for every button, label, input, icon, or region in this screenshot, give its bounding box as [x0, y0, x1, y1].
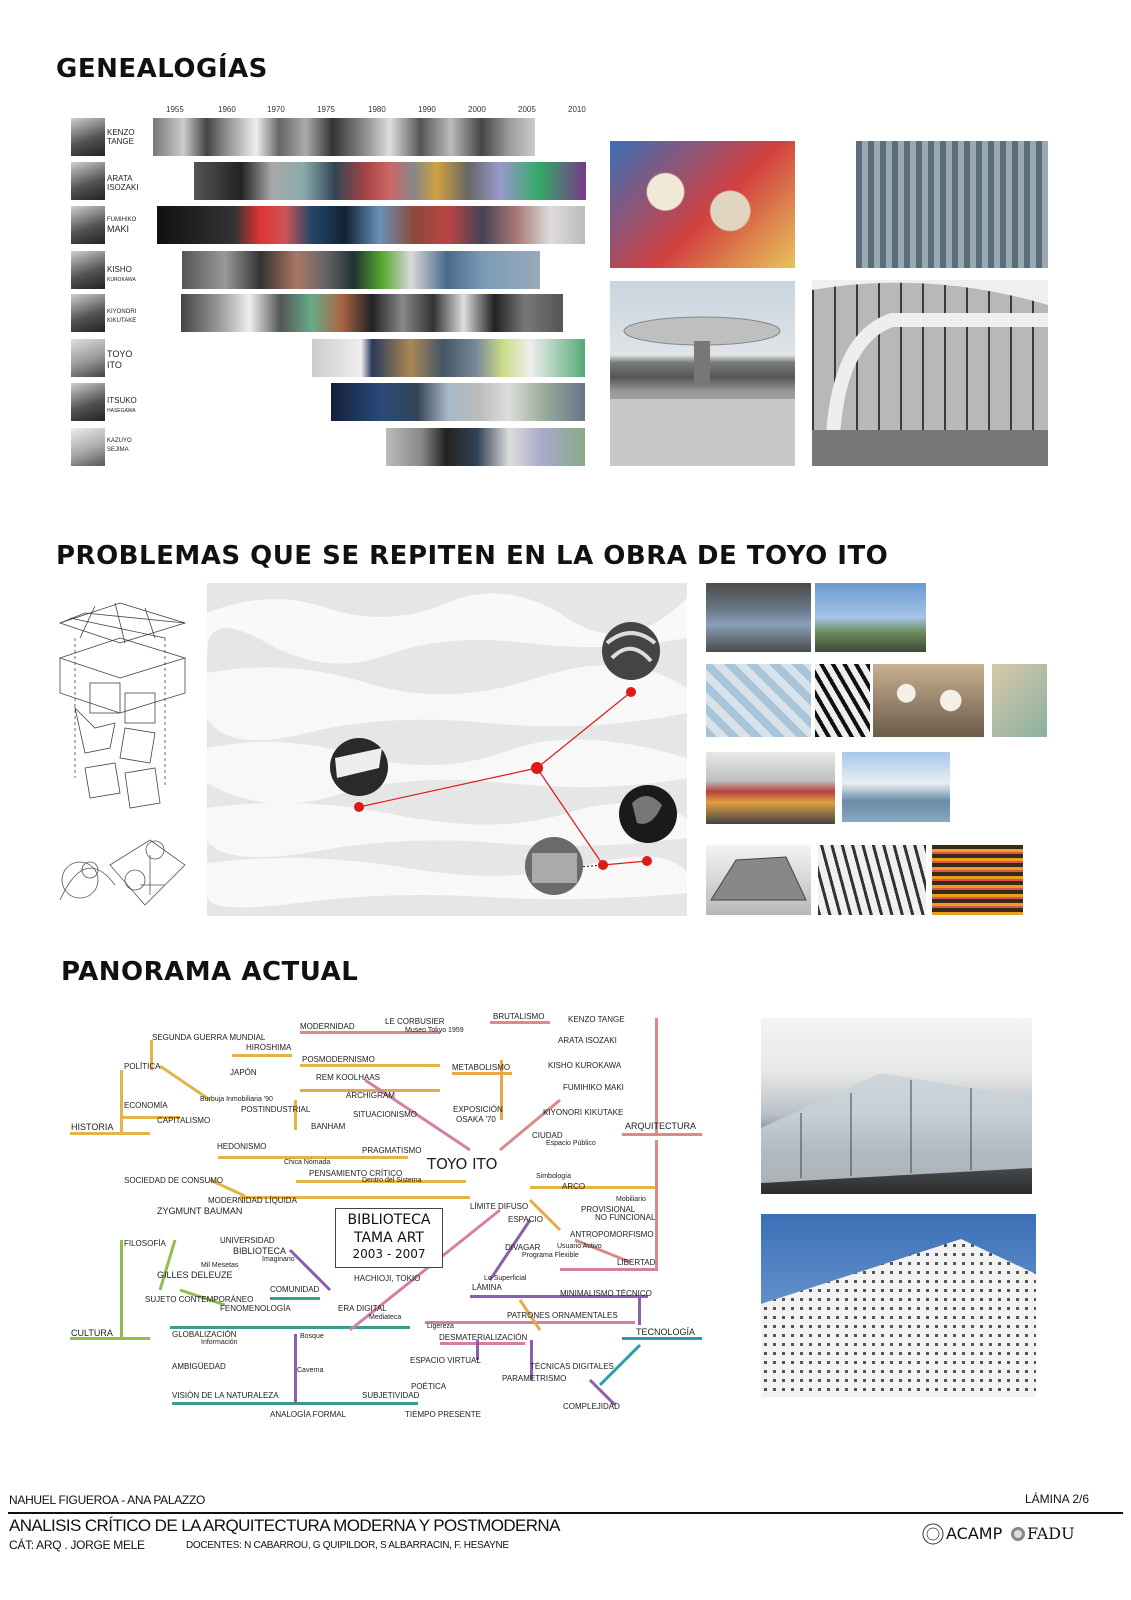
- footer-divider: [8, 1512, 1123, 1514]
- biblioteca-box: [335, 1208, 443, 1268]
- concept-term: VISIÓN DE LA NATURALEZA: [172, 1391, 279, 1400]
- concept-term: REM KOOLHAAS: [316, 1073, 381, 1082]
- concept-term: ARCHIGRAM: [346, 1091, 395, 1100]
- year-label: 2010: [568, 105, 586, 114]
- concept-term: HIROSHIMA: [246, 1043, 292, 1052]
- concept-term: Simbología: [536, 1173, 572, 1180]
- concept-term: ARCO: [562, 1182, 586, 1191]
- concept-term: MODERNIDAD: [300, 1022, 355, 1031]
- concept-term: CAPITALISMO: [157, 1116, 211, 1125]
- concept-term: NO FUNCIONAL: [595, 1213, 656, 1222]
- concept-term: LÁMINA: [472, 1283, 502, 1292]
- concept-term: SITUACIONISMO: [353, 1110, 418, 1119]
- perforated-building-photo: [761, 1214, 1036, 1397]
- concept-term: Información: [201, 1339, 238, 1346]
- concept-term: Espacio Público: [546, 1140, 596, 1147]
- concept-term: POSTINDUSTRIAL: [241, 1105, 311, 1114]
- concept-term: Mil Mesetas: [201, 1262, 239, 1269]
- concept-term: BRUTALISMO: [493, 1012, 545, 1021]
- concept-term: Mediateca: [369, 1314, 402, 1321]
- concept-term: OSAKA '70: [456, 1115, 496, 1124]
- concept-term: SUBJETIVIDAD: [362, 1391, 420, 1400]
- concept-term: CIUDAD: [532, 1131, 563, 1140]
- concept-term: PENSAMIENTO CRÍTICO: [309, 1169, 403, 1178]
- section-title-problemas: PROBLEMAS QUE SE REPITEN EN LA OBRA DE TOYO ITO: [56, 541, 889, 571]
- concept-term: EXPOSICIÓN: [453, 1105, 503, 1114]
- concept-term: KISHO KUROKAWA: [548, 1061, 622, 1070]
- concept-term: Lo Superficial: [484, 1275, 527, 1282]
- hub-label-historia: HISTORIA: [71, 1122, 114, 1132]
- concept-term: Bosque: [300, 1333, 324, 1340]
- concept-term: GLOBALIZACIÓN: [172, 1330, 237, 1339]
- concept-term: PATRONES ORNAMENTALES: [507, 1311, 618, 1320]
- concept-term: COMPLEJIDAD: [563, 1402, 620, 1411]
- year-label: 1955: [166, 105, 184, 114]
- concept-term: LE CORBUSIER: [385, 1017, 445, 1026]
- architect-name: KENZO TANGE: [107, 128, 135, 146]
- glass-pavilion: [761, 1018, 1032, 1194]
- concept-term: METABOLISMO: [452, 1063, 511, 1072]
- concept-term: ECONOMÍA: [124, 1101, 168, 1110]
- concept-term: JAPÓN: [230, 1068, 257, 1077]
- fadu-seal-icon: [1010, 1526, 1026, 1542]
- architect-name: KISHO KUROKAWA: [107, 265, 136, 283]
- concept-term: DIVAGAR: [505, 1243, 541, 1252]
- hub-label-tecnologia: TECNOLOGÍA: [636, 1327, 696, 1337]
- architect-name: KIYONORI KIKUTAKE: [107, 309, 137, 324]
- acamp-seal-icon: [922, 1523, 944, 1545]
- concept-term: ANTROPOMORFISMO: [570, 1230, 654, 1239]
- concept-term: FILOSOFÍA: [124, 1239, 166, 1248]
- biblioteca-title-2: TAMA ART: [354, 1230, 424, 1246]
- architect-name: KAZUYO SEJIMA: [107, 438, 132, 453]
- concept-term: HACHIOJI, TOKIO: [354, 1274, 421, 1283]
- concept-term: POÉTICA: [411, 1382, 447, 1391]
- concept-term: PROVISIONAL: [581, 1205, 636, 1214]
- docentes: DOCENTES: N CABARROU, G QUIPILDOR, S ALBARRACIN, F. HESAYNE: [186, 1540, 509, 1551]
- authors: NAHUEL FIGUEROA - ANA PALAZZO: [9, 1493, 206, 1507]
- concept-term: UNIVERSIDAD: [220, 1236, 275, 1245]
- concept-term: Museo Tokyo 1959: [405, 1027, 464, 1034]
- concept-term: Programa Flexible: [522, 1252, 579, 1259]
- concept-term: GILLES DELEUZE: [157, 1270, 233, 1280]
- concept-term: MODERNIDAD LÍQUIDA: [208, 1196, 297, 1205]
- concept-term: KENZO TANGE: [568, 1015, 625, 1024]
- concept-term: ESPACIO: [508, 1215, 543, 1224]
- concept-term: DESMATERIALIZACIÓN: [439, 1333, 528, 1342]
- course-title: ANALISIS CRÍTICO DE LA ARQUITECTURA MODERNA Y POSTMODERNA: [9, 1516, 560, 1535]
- concept-term: Mobiliario: [616, 1196, 646, 1203]
- institution-logos: [922, 1522, 1092, 1546]
- architect-name: ARATA ISOZAKI: [107, 174, 139, 192]
- architect-name: ITSUKO HASEGAWA: [107, 396, 137, 414]
- sheet-number: LÁMINA 2/6: [1025, 1492, 1090, 1506]
- concept-term: SEGUNDA GUERRA MUNDIAL: [152, 1033, 266, 1042]
- acamp-logo: ACAMP: [946, 1524, 1003, 1543]
- concept-term: Usuario Activo: [557, 1243, 602, 1250]
- section-title-panorama: PANORAMA ACTUAL: [61, 957, 359, 987]
- concept-term: LÍMITE DIFUSO: [470, 1202, 529, 1211]
- year-label: 1960: [218, 105, 236, 114]
- hub-label-arquitectura: ARQUITECTURA: [625, 1121, 697, 1131]
- fadu-logo: FADU: [1027, 1524, 1075, 1543]
- concept-term: POLÍTICA: [124, 1062, 161, 1071]
- center-term-toyo-ito: TOYO ITO: [427, 1155, 498, 1173]
- year-label: 1970: [267, 105, 285, 114]
- concept-term: Dentro del Sistema: [362, 1177, 422, 1184]
- year-label: 1980: [368, 105, 386, 114]
- year-label: 1975: [317, 105, 335, 114]
- concept-term: SOCIEDAD DE CONSUMO: [124, 1176, 224, 1185]
- concept-term: ERA DIGITAL: [338, 1304, 387, 1313]
- concept-term: ESPACIO VIRTUAL: [410, 1356, 481, 1365]
- architect-name: FUMIHIKO MAKI: [107, 217, 137, 234]
- catedra: CÁT: ARQ . JORGE MELE: [9, 1538, 145, 1552]
- concept-term: ANALOGÍA FORMAL: [270, 1410, 347, 1419]
- concept-term: BANHAM: [311, 1122, 346, 1131]
- concept-term: ARATA ISOZAKI: [558, 1036, 617, 1045]
- concept-term: AMBIGÜEDAD: [172, 1362, 226, 1371]
- year-label: 1990: [418, 105, 436, 114]
- concept-term: FENOMENOLOGÍA: [220, 1304, 291, 1313]
- concept-term: KIYONORI KIKUTAKE: [543, 1108, 624, 1117]
- concept-term: PARAMETRISMO: [502, 1374, 567, 1383]
- concept-term: Burbuja Inmobiliaria '90: [200, 1096, 273, 1103]
- hub-label-cultura: CULTURA: [71, 1328, 113, 1338]
- year-label: 2005: [518, 105, 536, 114]
- concept-term: POSMODERNISMO: [302, 1055, 375, 1064]
- concept-term: FUMIHIKO MAKI: [563, 1083, 624, 1092]
- concept-term: Ligereza: [427, 1323, 454, 1330]
- concept-term: SUJETO CONTEMPORÁNEO: [145, 1295, 254, 1304]
- concept-term: Caverna: [297, 1367, 324, 1374]
- section-title-genealogias: GENEALOGÍAS: [56, 54, 268, 84]
- concept-term: HEDONISMO: [217, 1142, 267, 1151]
- concept-term: TÉCNICAS DIGITALES: [530, 1362, 614, 1371]
- concept-term: MINIMALISMO TÉCNICO: [560, 1289, 652, 1298]
- biblioteca-years: 2003 - 2007: [352, 1247, 426, 1261]
- concept-term: PRAGMATISMO: [362, 1146, 422, 1155]
- year-label: 2000: [468, 105, 486, 114]
- concept-term: Imaginario: [262, 1256, 295, 1263]
- concept-term: TIEMPO PRESENTE: [405, 1410, 482, 1419]
- tama-library-exterior-photo: [761, 1018, 1032, 1194]
- concept-term: BIBLIOTECA: [233, 1246, 287, 1256]
- concept-term: Chica Nómada: [284, 1159, 331, 1166]
- biblioteca-title-1: BIBLIOTECA: [347, 1212, 431, 1228]
- concept-term: LIBERTAD: [617, 1258, 656, 1267]
- architect-name: TOYO ITO: [107, 349, 133, 370]
- concept-term: ZYGMUNT BAUMAN: [157, 1206, 243, 1216]
- concept-term: COMUNIDAD: [270, 1285, 320, 1294]
- perforated-facade: [761, 1214, 1036, 1397]
